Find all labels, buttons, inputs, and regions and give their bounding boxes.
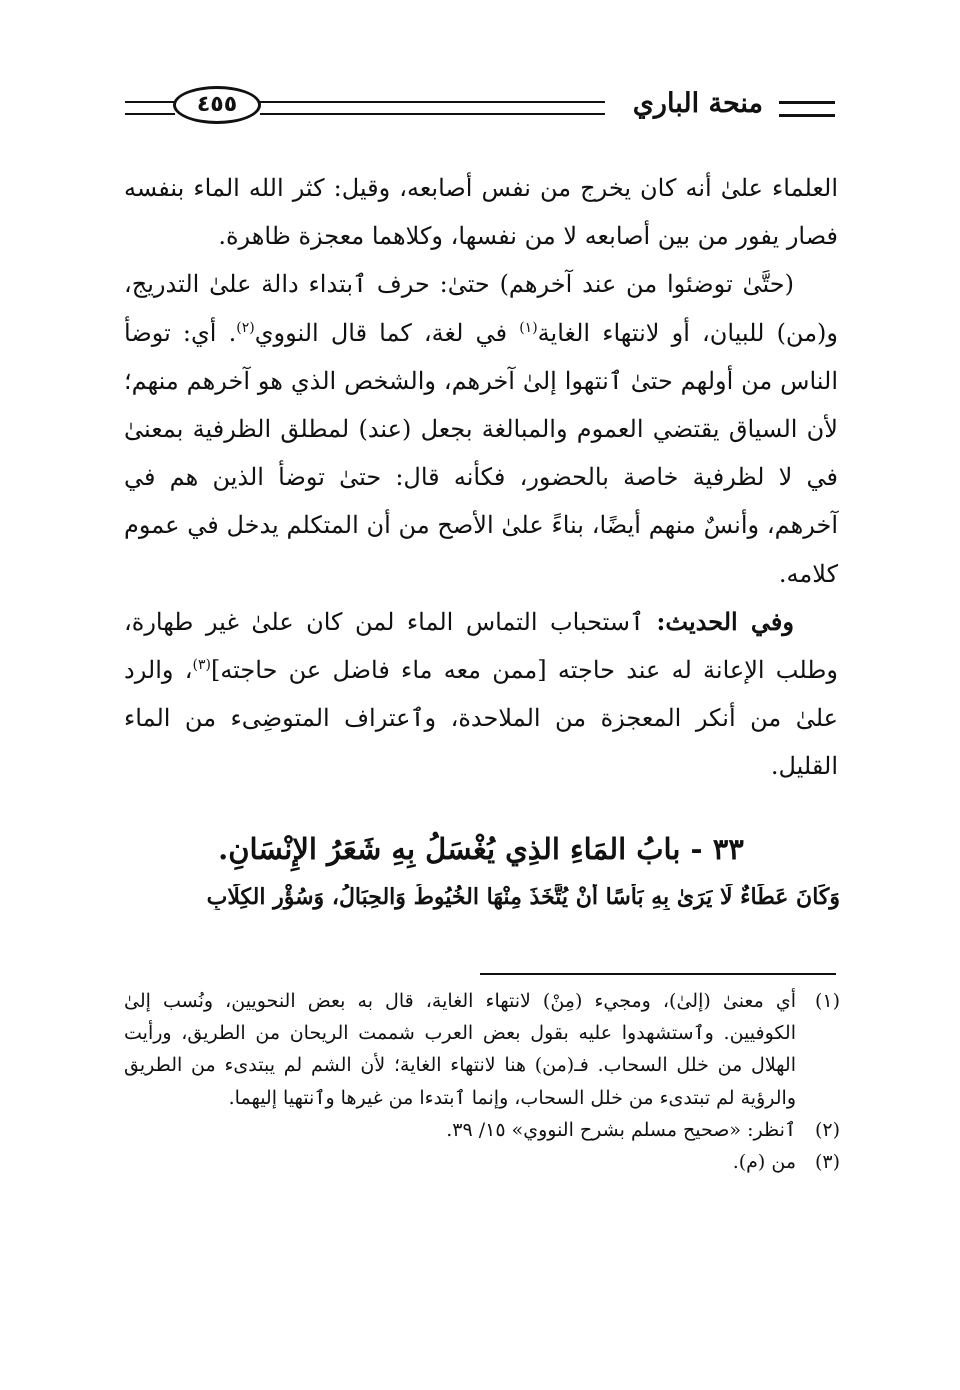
header-ornament xyxy=(779,101,835,117)
paragraph: وفي الحديث: ٱستحباب التماس الماء لمن كان علىٰ غير طهارة، وطلب الإعانة له عند حاجته [ممن معه ماء فاضل عن حاجته]$^{(٣)}$، والرد علىٰ من أنكر المعجزة من الملاحدة، وٱعتراف المتوضِىء من الماء القليل. xyxy=(124,606,838,781)
chapter-subtitle: وَكَانَ عَطَاءٌ لَا يَرَىٰ بِهِ بَأْسًا أَنْ يُتَّخَذَ مِنْهَا الخُيُوطُ وَالحِبَالُ، وَسُؤْرِ الكِلَابِ xyxy=(206,884,840,910)
paragraph: (حتَّىٰ توضئوا من عند آخرهم) حتىٰ: حرف ٱبتداء دالة علىٰ التدريج، و(من) للبيان، أو لانتهاء الغاية$^{(١)}$ في لغة، كما قال النووي$^{(٢)}$. أي: توضأ الناس من أولهم حتىٰ ٱنتهوا إلىٰ آخرهم، والشخص الذي هو آخرهم منهم؛ لأن السياق يقتضي العموم والمبالغة بجعل (عند) لمطلق الظرفية بمعنىٰ في لا لظرفية خاصة بالحضور، فكأنه قال: حتىٰ توضأ الذين هم في آخرهم، وأنسٌ منهم أيضًا، بناءً علىٰ الأصح من أن المتكلم يدخل في عموم كلامه. xyxy=(124,270,839,588)
header-rule xyxy=(260,101,605,115)
lead-phrase: وفي الحديث: xyxy=(656,606,794,636)
footnote-ref[interactable]: (١) xyxy=(519,319,538,336)
footnotes xyxy=(124,985,840,1178)
footnote xyxy=(124,1114,840,1146)
footnote-ref[interactable]: (٢) xyxy=(236,319,255,336)
footnote xyxy=(124,1146,840,1178)
footnote-number: (٢) xyxy=(814,1118,840,1141)
footnote xyxy=(124,985,840,1114)
footnote-text: ٱنظر: «صحيح مسلم بشرح النووي» ١٥/ ٣٩. xyxy=(446,1118,796,1141)
header-rule-end xyxy=(125,101,175,115)
paragraph: العلماء علىٰ أنه كان يخرج من نفس أصابعه، وقيل: كثر الله الماء بنفسه فصار يفور من بين أصابعه لا من نفسها، وكلاهما معجزة ظاهرة. xyxy=(124,174,838,251)
footnote-number: (٣) xyxy=(814,1151,840,1174)
running-title: منحة الباري xyxy=(632,88,763,119)
page-number: ٤٥٥ xyxy=(173,86,261,124)
page-header xyxy=(125,84,835,134)
main-text xyxy=(124,164,838,791)
footnote-text: أي معنىٰ (إلىٰ)، ومجيء (مِنْ) لانتهاء الغاية، قال به بعض النحويين، ونُسب إلىٰ الكوفيين. وٱستشهدوا عليه بقول بعض العرب شممت الريحان من الطريق، ورأيت الهلال من خلل السحاب. فـ(من) هنا لانتهاء الغاية؛ لأن الشم لم يبتدىء من الطريق والرؤية لم تبتدىء من خلل السحاب، وإنما ٱبتدءا من غيرها وٱنتهيا إليهما. xyxy=(124,990,796,1109)
chapter-heading: ٣٣ - بابُ المَاءِ الذِي يُغْسَلُ بِهِ شَعَرُ الإِنْسَانِ. xyxy=(218,832,744,866)
footnote-separator xyxy=(480,973,836,975)
footnote-number: (١) xyxy=(814,990,840,1012)
footnote-text: من (م). xyxy=(732,1151,796,1174)
footnote-ref[interactable]: (٣) xyxy=(192,657,211,674)
